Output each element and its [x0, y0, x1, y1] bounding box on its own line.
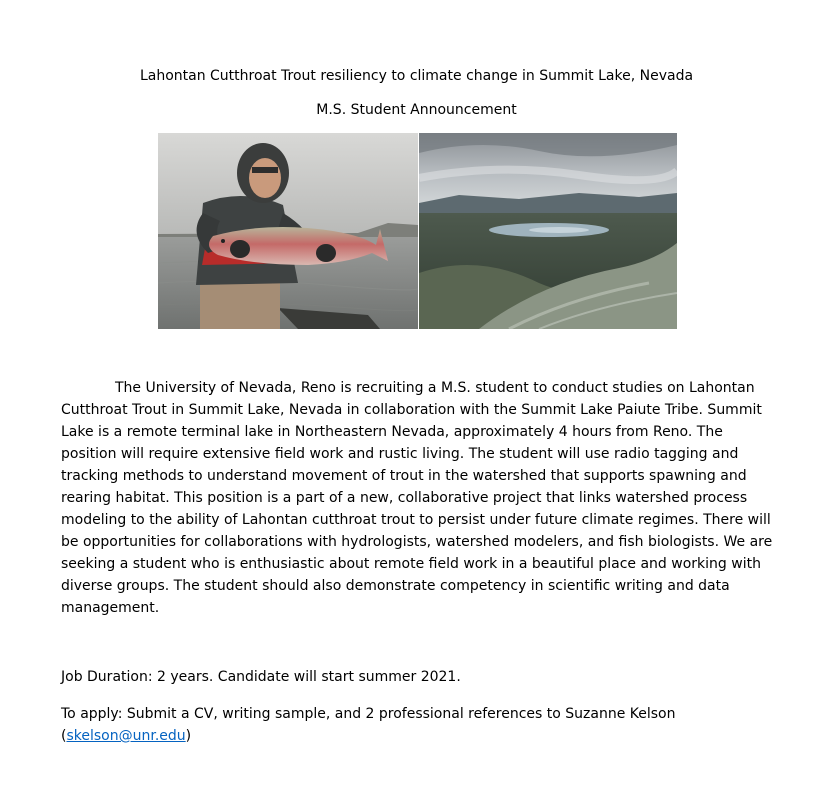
person-holding-trout-photo: [158, 133, 418, 329]
description-paragraph: The University of Nevada, Reno is recruiting a M.S. student to conduct studies on Lahontan Cutthroat Trout in Summit Lake, Nevada in collaboration with the Summit Lake Paiute Tribe. Summit Lake is a remote terminal lake in Northeastern Nevada, approximately 4 hours from Reno. The position will require extensive field work and rustic living. The student will use radio tagging and tracking methods to understand movement of trout in the watershed that supports spawning and rearing habitat. This position is a part of a new, collaborative project that links watershed process modeling to the ability of Lahontan cutthroat trout to persist under future climate regimes. There will be opportunities for collaborations with hydrologists, watershed modelers, and fish biologists. We are seeking a student who is enthusiastic about remote field work in a beautiful place and working with diverse groups. The student should also demonstrate competency in scientific writing and data management.: [61, 380, 773, 616]
announcement-subtitle: M.S. Student Announcement: [316, 102, 517, 118]
summit-lake-landscape-photo: [419, 133, 677, 329]
email-link[interactable]: skelson@unr.edu: [66, 728, 186, 744]
apply-text: To apply: Submit a CV, writing sample, and 2 professional references to Suzanne Kelson: [61, 706, 676, 722]
job-duration-text: Job Duration: 2 years. Candidate will start summer 2021.: [61, 669, 461, 685]
announcement-title: Lahontan Cutthroat Trout resiliency to climate change in Summit Lake, Nevada: [139, 68, 694, 84]
apply-instructions: [61, 703, 773, 747]
open-paren: (: [61, 728, 67, 744]
close-paren: ): [185, 728, 192, 744]
